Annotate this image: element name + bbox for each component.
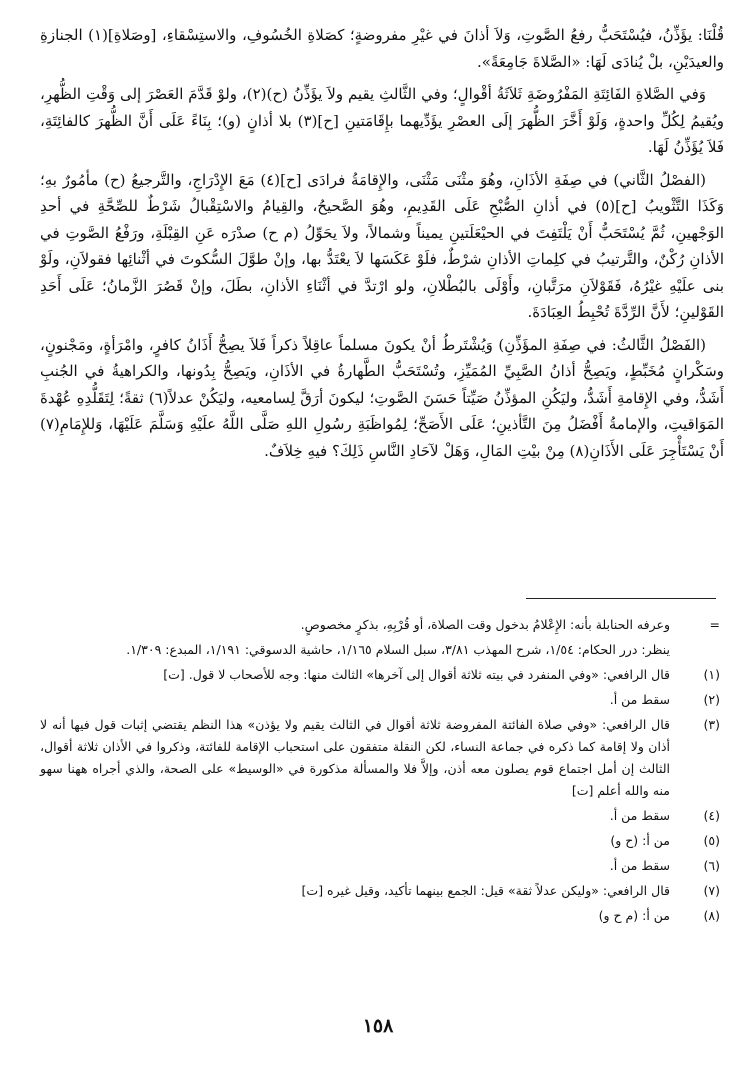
paragraph-missed-prayer: وَفي الصَّلاةِ الفَائِتَةِ المَفْرُوضَةِ ثَلاَثَةُ أقْوالٍ؛ وفي الثَّالثِ يقيم ولاَ يؤَذِّنُ (ح)(٢)، ولوْ قَدَّمَ العَصْرَ إلى وَقْتِ الظُّهرِ، ويُقيمُ لِكُلِّ واحدةٍ، وَلَوْ أَخَّرَ الظُّهرَ إلَى العصْرِ يؤَدِّيهما بإِقَامَتينِ [ح](٣) بلا أذانٍ (و)؛ بِنَاءً عَلَى أَنَّ الظُّهرَ كالفائِتَةِ، فَلاَ يُؤَذِّنُ لَهَا. bbox=[40, 85, 724, 156]
footnote-item bbox=[40, 830, 720, 852]
footnote-item bbox=[40, 614, 720, 636]
footnote-text: ينظر: درر الحكام: ١/٥٤، شرح المهذب ٣/٨١، سبل السلام ١/١٦٥، حاشية الدسوقي: ١/١٩١، المبدع: ١/٣٠٩. bbox=[126, 642, 670, 657]
footnote-item bbox=[40, 905, 720, 927]
footnote-item bbox=[40, 855, 720, 877]
main-text bbox=[40, 22, 724, 470]
footnote-item bbox=[40, 664, 720, 686]
footnote-item bbox=[40, 714, 720, 802]
footnote-number: (٣) bbox=[703, 717, 720, 732]
footnote-text: سقط من أ. bbox=[609, 808, 670, 823]
footnote-text: قال الرافعي: «وليكن عدلاً ثقة» قيل: الجمع بينهما تأكيد، وقيل غيره [ت] bbox=[301, 883, 670, 898]
footnote-text: قال الرافعي: «وفي صلاة الفائتة المفروضة ثلاثة أقوال في الثالث يقيم ولا يؤذن» هذا النظم يقتضي إثبات قول فيها أنه لا أذان ولا إقامة كما ذكره في جماعة النساء، لكن النقلة متفقون على استحباب الإقامة للفائتة، وذكروا في الأذان ثلاثة أقوال، الثالث إن أمل اجتماع قوم يصلون معه أذن، وإلاَّ فلا والمسألة مذكورة في «الوسيط» على الصحة، والذي أجراه ههنا سهو منه والله أعلم [ت] bbox=[40, 717, 670, 798]
footnote-item bbox=[40, 689, 720, 711]
footnote-number: (٦) bbox=[703, 858, 720, 873]
paragraph-call-to-prayer: قُلْنَا: يؤَذِّنُ، فيُسْتَحَبُّ رفعُ الصَّوتِ، وَلاَ أذانَ في غيْرِ مفروضةٍ؛ كصَلاةِ الخُسُوفِ، والاستِسْقاءِ، [وصَلاةِ](١) الجنازةِ والعيدَيْنِ، بلْ يُنادَى لَهَا: «الصَّلاةَ جَامِعَةً». bbox=[40, 26, 724, 71]
footnote-text: قال الرافعي: «وفي المنفرد في بيته ثلاثة أقوال إلى آخرها» الثالث منها: وجه للأصحاب لا قول. [ت] bbox=[163, 667, 670, 682]
footnote-text: من أ: (ح و) bbox=[610, 833, 670, 848]
footnote-number: (١) bbox=[703, 667, 720, 682]
footnote-item bbox=[40, 805, 720, 827]
footnote-text: سقط من أ. bbox=[609, 858, 670, 873]
footnote-item bbox=[40, 639, 720, 661]
footnote-number: (٢) bbox=[703, 692, 720, 707]
footnote-number: (٧) bbox=[703, 883, 720, 898]
footnote-number: (٤) bbox=[703, 808, 720, 823]
footnote-text: وعرفه الحنابلة بأنه: الإِعْلامُ بدخول وقت الصلاة، أو قُرْبِهِ، بذكرٍ مخصوصٍ. bbox=[300, 617, 670, 632]
footnote-number: (٥) bbox=[703, 833, 720, 848]
footnote-number: = bbox=[709, 617, 720, 632]
paragraph-section-three: (الفَصْلُ الثَّالثُ: في صِفَةِ المؤَذِّنِ) وَيُشْتَرطُ أنْ يكونَ مسلماً عاقِلاً ذكراً فَلاَ يصِحُّ أَذَانُ كافرٍ، وامْرَأةٍ، ومَجْنونٍ، وسَكْرانٍ مُخَبِّطٍ، ويَصِحُّ أذانُ الصَّبِيِّ المُمَيِّزِ، وتُسْتَحَبُّ الطَّهارةُ في الأذَانِ، ويَصِحُّ بِدُونها، والكراهيةُ في الجُنبِ أَشَدُّ، وفي الإِقامةِ أَشَدُّ، وليَكُنِ المؤذِّنُ صَيِّتاً حَسَنَ الصَّوتِ؛ ليكونَ أرَقَّ لِسامعيه، وليَكُنْ عدلاً(٦) ثقةً؛ لِتَقَلُّدِهِ عُهْدةَ المَوَاقيتِ، والإمامةُ أَفْضَلُ مِنَ التَّأذينِ؛ عَلَى الأَصَحِّ؛ لِمُواظَبَةِ رسُولِ اللهِ صَلَّى اللَّهُ علَيْهِ وَسَلَّمَ عَلَيْهَا، وَللإِمَامِ(٧) أَنْ يَسْتَأْجِرَ عَلَى الأَذَانِ(٨) مِنْ بيْتِ المَالِ، وَهَلْ لآحَادِ النَّاسِ ذَلِكَ؟ فيهِ خِلاَفٌ. bbox=[40, 335, 724, 460]
footnote-divider bbox=[526, 598, 716, 599]
page-number: ١٥٨ bbox=[362, 1015, 394, 1037]
footnotes bbox=[40, 614, 720, 930]
paragraph-section-two: (الفصْلُ الثَّاني) في صِفَةِ الأذَانِ، وهُوَ مثْنَى مَثْنَى، والإِقامَةُ فرادَى [ح](٤) مَعَ الإِدْرَاجِ، والتَّرجيعُ (ح) مأمُورٌ بهِ؛ وَكَذَا التَّثْويبُ [ح](٥) في أذانِ الصُّبْحِ عَلَى القَدِيمِ، وهُوَ الصَّحيحُ، والقِيامُ والاسْتِقْبالُ شَرْطٌ للصِّحَّةِ في أحدِ الوَجْهينِ، ثُمَّ يُسْتَحَبُّ أَنْ يَلْتَفِتَ في الحيْعَلَتينِ يميناً وشمالاً، ولاَ يحَوِّلُ (م ح) صدْرَه عَنِ القِبْلَةِ، ورَفْعُ الصَّوتِ في الأذانِ رُكْنٌ، والتَّرتيبُ في كلِماتِ الأذانِ شرْطٌ، فلَوْ عَكَسَها لاَ يعْتَدُّ بها، وإنْ طوَّلَ السُّكوتَ في أثْنائِها فقولاَنِ، ولَوْ بنى علَيْهِ غيْرُهُ، فَقَوْلاَنِ مرَتَّبانِ، وأَوْلَى بالبُطْلانِ، ولو ارْتدَّ في أثْنَاءِ الأذانِ، بطَلَ، وإنْ قَصُرَ الزَّمانُ؛ عَلَى أَحَدِ القَوْلينِ؛ لأَنَّ الرِّدَّةَ تُحْبِطُ العِبَادَةَ. bbox=[40, 170, 724, 321]
footnote-text: من أ: (م ح و) bbox=[598, 908, 670, 923]
footnote-text: سقط من أ. bbox=[609, 692, 670, 707]
footnote-number: (٨) bbox=[703, 908, 720, 923]
footnote-item bbox=[40, 880, 720, 902]
